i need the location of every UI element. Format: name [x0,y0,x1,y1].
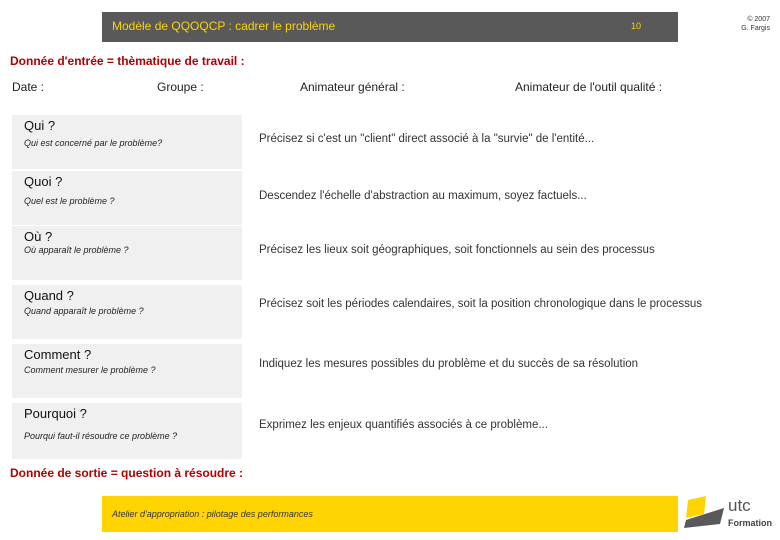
answer-qui: Précisez si c'est un "client" direct associé à la "survie" de l'entité... [259,133,595,145]
logo-name: utc [728,496,751,515]
copyright [741,15,770,33]
slide-title: Modèle de QQOQCP : cadrer le problème [112,19,336,33]
question-box-ou [12,226,242,280]
question-subtitle: Quand apparaît le problème ? [24,306,144,316]
answer-comment: Indiquez les mesures possibles du problème et du succès de sa résolution [259,358,639,370]
copyright-year: © 2007 [747,16,770,23]
utc-logo [684,494,774,534]
question-title: Qui ? [24,118,56,133]
question-box-quoi [12,171,242,225]
question-box-pourquoi [12,403,242,459]
question-subtitle: Où apparaît le problème ? [24,245,129,255]
page-number: 10 [631,21,642,31]
footer-text: Atelier d'appropriation : pilotage des performances [112,509,313,519]
output-title: Donnée de sortie = question à résoudre : [10,466,244,480]
group-label: Groupe : [157,80,204,94]
question-title: Quoi ? [24,174,63,189]
question-subtitle: Pourqui faut-il résoudre ce problème ? [24,431,178,441]
question-title: Où ? [24,229,53,244]
input-title: Donnée d'entrée = thèmatique de travail : [10,54,245,68]
question-subtitle: Comment mesurer le problème ? [24,365,156,375]
quality-tool-facilitator-label: Animateur de l'outil qualité : [515,80,663,94]
answer-ou: Précisez les lieux soit géographiques, soit fonctionnels au sein des processus [259,244,655,256]
answer-quoi: Descendez l'échelle d'abstraction au maximum, soyez factuels... [259,190,587,202]
question-title: Quand ? [24,288,74,303]
footer-bar [102,496,678,532]
question-title: Comment ? [24,347,92,362]
question-box-qui [12,115,242,169]
utc-logo-icon [684,494,728,534]
date-label: Date : [12,80,45,94]
question-subtitle: Qui est concerné par le problème? [24,138,163,148]
logo-subtitle: Formation [728,518,772,528]
question-subtitle: Quel est le problème ? [24,196,115,206]
question-box-comment [12,344,242,398]
general-facilitator-label: Animateur général : [300,80,405,94]
question-box-quand [12,285,242,339]
question-title: Pourquoi ? [24,406,87,421]
header-bar [102,12,678,42]
copyright-author: G. Fargis [741,25,770,32]
answer-pourquoi: Exprimez les enjeux quantifiés associés à ce problème... [259,419,548,431]
answer-quand: Précisez soit les périodes calendaires, soit la position chronologique dans le processus [259,298,702,310]
